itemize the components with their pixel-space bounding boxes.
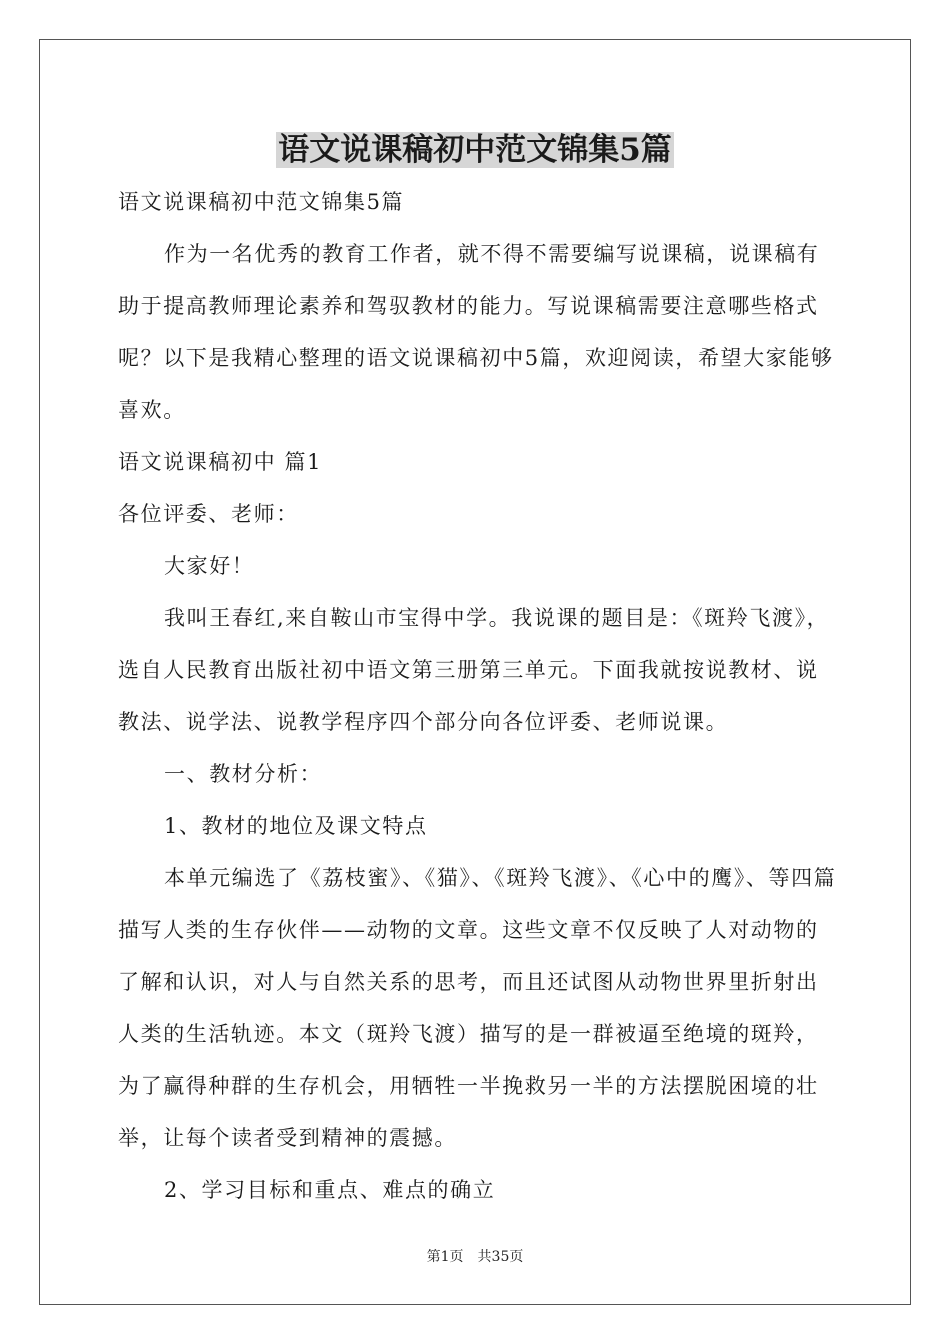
page-number: 第1页 (426, 1249, 464, 1265)
outline-heading-1: 一、教材分析： (164, 762, 323, 786)
section-heading: 语文说课稿初中 篇1 (118, 450, 323, 474)
greeting: 大家好！ (164, 554, 255, 578)
subtitle-paragraph: 语文说课稿初中范文锦集5篇 (118, 190, 405, 214)
salutation: 各位评委、老师： (118, 502, 299, 526)
outline-subheading-1: 1、教材的地位及课文特点 (164, 814, 428, 838)
page-footer (0, 1246, 950, 1266)
analysis-paragraph: 本单元编选了《荔枝蜜》、《猫》、《斑羚飞渡》、《心中的鹰》、等四篇描写人类的生存伙伴——动物的文章。这些文章不仅反映了人对动物的了解和认识，对人与自然关系的思考，而且还试图从动物世界里折射出人类的生活轨迹。本文（斑羚飞渡）描写的是一群被逼至绝境的斑羚，为了赢得种群的生存机会，用牺牲一半挽救另一半的方法摆脱困境的壮举，让每个读者受到精神的震撼。 (118, 866, 837, 1150)
document-title (0, 128, 950, 172)
intro-paragraph: 作为一名优秀的教育工作者，就不得不需要编写说课稿，说课稿有助于提高教师理论素养和驾驭教材的能力。写说课稿需要注意哪些格式呢？以下是我精心整理的语文说课稿初中5篇，欢迎阅读，希望大家能够喜欢。 (118, 242, 834, 422)
document-body (118, 176, 838, 1216)
speaker-intro-paragraph: 我叫王春红,来自鞍山市宝得中学。我说课的题目是：《斑羚飞渡》，选自人民教育出版社初中语文第三册第三单元。下面我就按说教材、说教法、说学法、说教学程序四个部分向各位评委、老师说课。 (118, 606, 830, 734)
outline-subheading-2: 2、学习目标和重点、难点的确立 (164, 1178, 496, 1202)
document-title-text: 语文说课稿初中范文锦集5篇 (278, 132, 672, 168)
page-total: 共35页 (477, 1249, 524, 1265)
